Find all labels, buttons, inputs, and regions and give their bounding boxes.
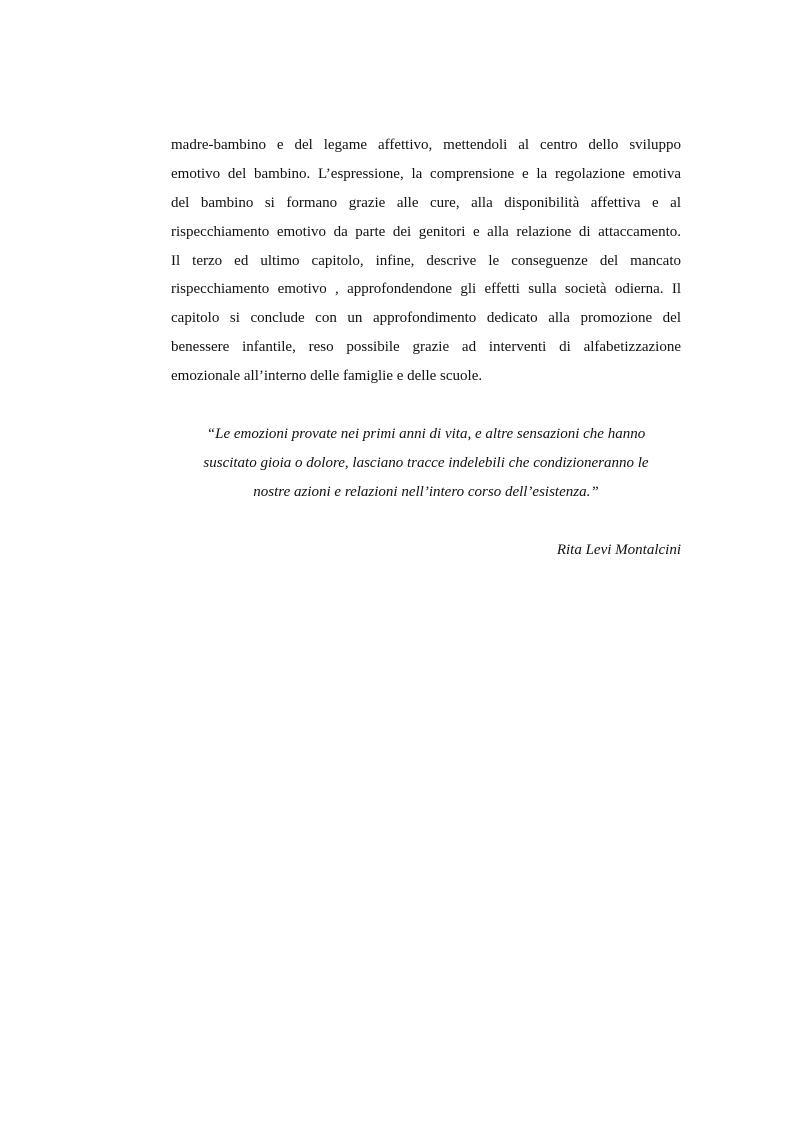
paragraph-line: emozionale all’interno delle famiglie e delle scuole.	[171, 368, 483, 385]
paragraph-line: Il terzo ed ultimo capitolo, infine, descrive le conseguenze del mancato	[171, 252, 681, 269]
paragraph-line: del bambino si formano grazie alle cure, alla disponibilità affettiva e al	[171, 194, 681, 211]
quote-author: Rita Levi Montalcini	[556, 542, 681, 558]
epigraph-quote	[171, 420, 681, 507]
paragraph-line: madre-bambino e del legame affettivo, mettendoli al centro dello sviluppo	[171, 137, 681, 153]
paragraph-line: rispecchiamento emotivo , approfondendone gli effetti sulla società odierna. Il	[171, 281, 681, 298]
paragraph-line: capitolo si conclude con un approfondimento dedicato alla promozione del	[171, 310, 681, 327]
quote-line: suscitato gioia o dolore, lasciano tracce indelebili che condizioneranno le	[203, 455, 649, 471]
quote-line: nostre azioni e relazioni nell’intero corso dell’esistenza.”	[253, 484, 599, 500]
quote-line: “Le emozioni provate nei primi anni di vita, e altre sensazioni che hanno	[206, 426, 646, 442]
paragraph-line: benessere infantile, reso possibile grazie ad interventi di alfabetizzazione	[171, 339, 681, 356]
paragraph-line: emotivo del bambino. L’espressione, la comprensione e la regolazione emotiva	[171, 165, 681, 182]
paragraph-line: rispecchiamento emotivo da parte dei genitori e alla relazione di attaccamento.	[171, 223, 681, 240]
body-paragraph	[171, 131, 681, 391]
